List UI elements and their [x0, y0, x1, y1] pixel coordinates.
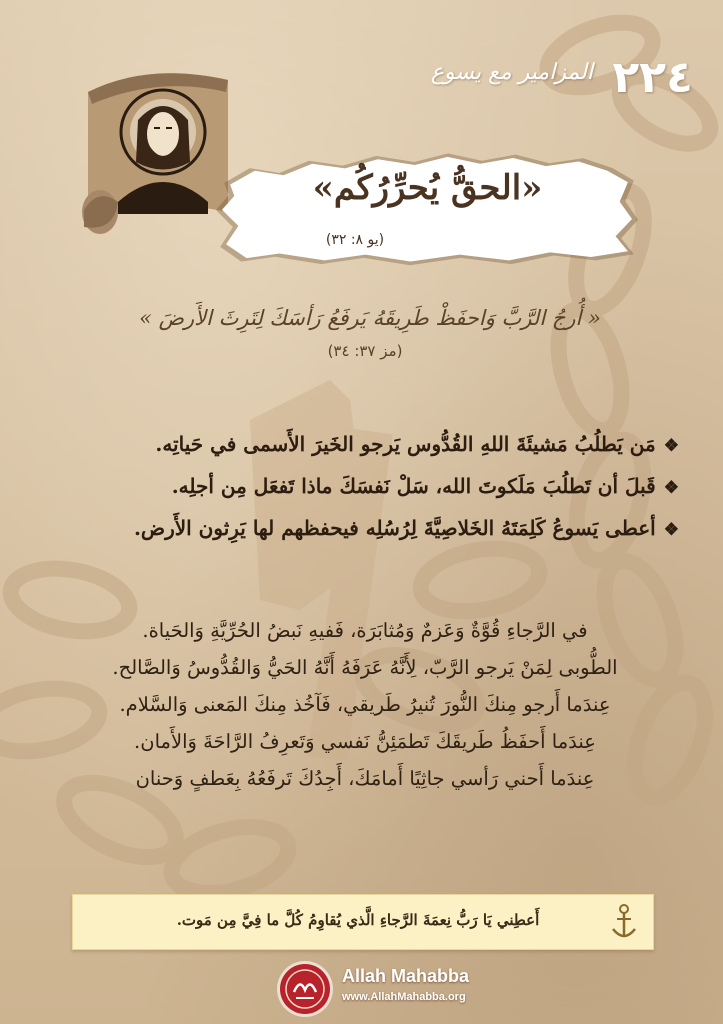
poem-line: في الرَّجاءِ قُوَّةٌ وَعَزمٌ وَمُثابَرَة، فَفيهِ نَبضُ الحُرِّيَّةِ وَالحَياة.	[142, 619, 588, 642]
headline-title: «الحقُّ يُحرِّرُكُم»	[312, 168, 543, 208]
poem-line: عِندَما أَرجو مِنكَ النُّورَ تُنيرُ طَريقي، فَآخُذ مِنكَ المَعنى وَالسَّلام.	[119, 693, 611, 716]
bullet-item	[29, 424, 679, 466]
jesus-icon	[78, 62, 238, 237]
reflection-bullets	[29, 424, 679, 550]
bullet-text: قَبلَ أن تَطلُبَ مَلَكوتَ الله، سَلْ نَفسَكَ ماذا تَفعَل مِن أجلِه.	[171, 474, 656, 498]
prayer-banner	[72, 894, 654, 950]
diamond-bullet-icon: ❖	[663, 520, 679, 540]
bullet-text: أعطى يَسوعُ كَلِمَتَهُ الخَلاصِيَّةَ لِرُسُلِه فيحفظهم لها يَرِثون الأَرض.	[133, 516, 656, 540]
brand-url-link[interactable]: www.AllahMahabba.org	[342, 991, 466, 1003]
allah-mahabba-logo[interactable]	[276, 960, 334, 1018]
series-title: المزامير مع يسوع	[430, 60, 593, 85]
poem-line: الطُّوبى لِمَنْ يَرجو الرَّبّ، لِأَنَّهُ عَرَفَهُ أَنَّهُ الحَيُّ وَالقُدُّوسُ وَالصَّالح.	[112, 656, 618, 679]
bullet-item	[29, 508, 679, 550]
poem-line: عِندَما أَحني رَأسي جاثِيًا أَمامَكَ، أَجِدُكَ تَرفَعُهُ بِعَطفٍ وَحنان	[135, 767, 595, 790]
prayer-text: أَعطِني يَا رَبُّ نِعمَةَ الرَّجاءِ الَّذي يُقاوِمُ كُلَّ ما فِيَّ مِن مَوت.	[176, 911, 540, 929]
headline-reference: (يو ٨: ٣٢)	[325, 232, 385, 248]
diamond-bullet-icon: ❖	[663, 478, 679, 498]
bullet-item	[29, 466, 679, 508]
page-number: ٢٢٤	[612, 52, 693, 103]
diamond-bullet-icon: ❖	[663, 436, 679, 456]
meditation-poem	[60, 612, 670, 797]
psalm-verse-reference: (مز ٣٧: ٣٤)	[327, 342, 403, 360]
bullet-text: مَن يَطلُبُ مَشيئَةَ اللهِ القُدُّوس يَرجو الخَيرَ الأَسمى في حَياتِه.	[155, 432, 656, 456]
psalm-verse: « أُرجُ الرَّبَّ وَاحفَظْ طَرِيقَهُ يَرفَعُ رَأسَكَ لِتَرِثَ الأَرضَ »	[139, 306, 601, 330]
poem-line: عِندَما أَحفَظُ طَريقَكَ تَطمَئِنُّ نَفسي وَتَعرِفُ الرَّاحَةَ وَالأَمان.	[134, 730, 596, 753]
brand-name[interactable]: Allah Mahabba	[342, 966, 470, 986]
anchor-icon	[609, 903, 639, 941]
jesus-icon-scroll	[78, 62, 238, 241]
